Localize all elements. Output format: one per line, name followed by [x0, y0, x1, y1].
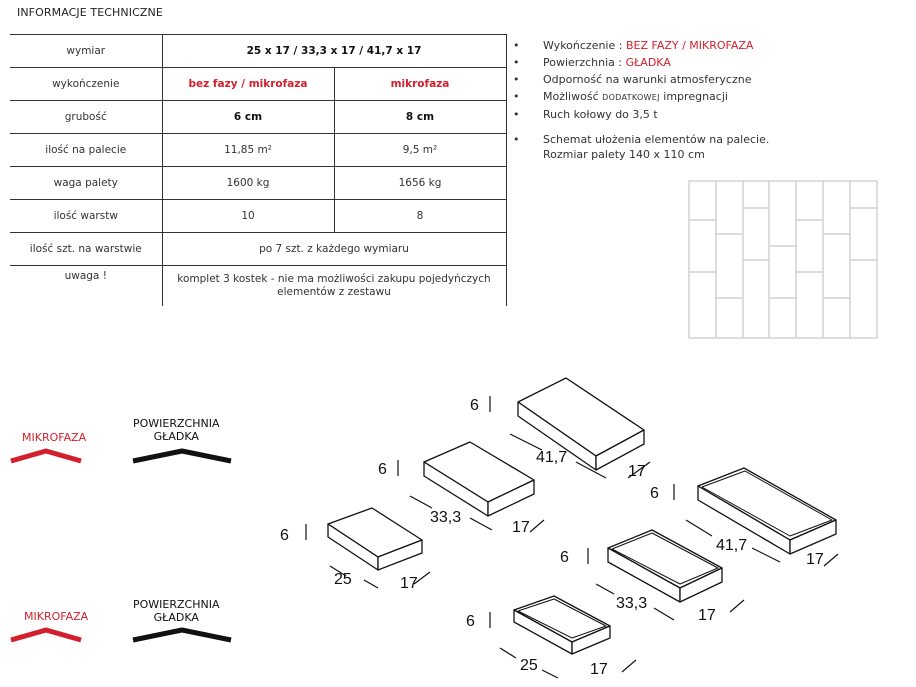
- pallet-scheme: [688, 180, 880, 340]
- dim-height: 6: [378, 461, 387, 478]
- smooth-profile-icon-2: [131, 625, 233, 645]
- impregnation-small: DODATKOWEJ: [602, 93, 660, 102]
- row-value: komplet 3 kostek - nie ma możliwości zakupu pojedyńczych elementów z zestawu: [162, 266, 506, 307]
- row-value-col1: 1600 kg: [162, 167, 334, 200]
- list-item: [513, 132, 769, 147]
- dim-height: 6: [650, 485, 659, 502]
- bullet-icon: •: [513, 90, 520, 103]
- table-row: [10, 35, 506, 68]
- surface-value: GŁADKA: [625, 56, 671, 69]
- row-value-col1: 6 cm: [162, 101, 334, 134]
- finish-label: Wykończenie :: [543, 39, 623, 52]
- block-mid-smooth: [424, 442, 534, 516]
- dim-length-small: 25: [334, 571, 352, 588]
- row-value-col2: 1656 kg: [334, 167, 506, 200]
- list-item: [513, 147, 769, 162]
- row-label: ilość warstw: [10, 200, 162, 233]
- row-label: waga palety: [10, 167, 162, 200]
- row-value-col1: 11,85 m²: [162, 134, 334, 167]
- dim-width: 17: [628, 463, 646, 480]
- feature-list: [513, 37, 753, 123]
- dim-length-mid: 33,3: [616, 595, 648, 612]
- bullet-icon: •: [513, 56, 520, 69]
- dim-width: 17: [806, 551, 824, 568]
- dim-width: 17: [512, 519, 530, 536]
- block-drawings: [260, 370, 860, 687]
- table-row: [10, 200, 506, 233]
- bullet-icon: •: [513, 108, 520, 121]
- bullet-icon: •: [513, 73, 520, 86]
- table-row: [10, 167, 506, 200]
- row-label: ilość na palecie: [10, 134, 162, 167]
- impregnation-text-end: impregnacji: [663, 90, 728, 103]
- list-item: [513, 54, 753, 71]
- finish-value: BEZ FAZY / MIKROFAZA: [625, 39, 754, 52]
- smooth-surface-label-2: [133, 598, 220, 624]
- impregnation-text: Możliwość: [543, 90, 599, 103]
- row-value-col2: 9,5 m²: [334, 134, 506, 167]
- microbevel-profile-icon: [9, 446, 83, 466]
- smooth-surface-label: [133, 417, 220, 443]
- table-row: [10, 134, 506, 167]
- table-row: [10, 266, 506, 307]
- list-item: [513, 71, 753, 88]
- row-value-col2: 8: [334, 200, 506, 233]
- dim-width: 17: [400, 575, 418, 592]
- block-small-microbevel: [514, 596, 610, 654]
- row-label: grubość: [10, 101, 162, 134]
- row-value-col2: mikrofaza: [334, 68, 506, 101]
- surface-label: Powierzchnia :: [543, 56, 623, 69]
- row-value-col1: bez fazy / mikrofaza: [162, 68, 334, 101]
- smooth-surface-line1: POWIERZCHNIA: [133, 417, 220, 430]
- dim-height: 6: [466, 613, 475, 630]
- spec-table: [10, 34, 507, 306]
- table-row: [10, 233, 506, 266]
- row-value: 25 x 17 / 33,3 x 17 / 41,7 x 17: [162, 35, 506, 68]
- dim-width: 17: [698, 607, 716, 624]
- smooth-surface-line1: POWIERZCHNIA: [133, 598, 220, 611]
- row-label: ilość szt. na warstwie: [10, 233, 162, 266]
- dim-length-large: 41,7: [536, 449, 568, 466]
- dim-length-mid: 33,3: [430, 509, 462, 526]
- page-title: INFORMACJE TECHNICZNE: [17, 6, 163, 19]
- smooth-profile-icon: [131, 446, 233, 466]
- row-label: wymiar: [10, 35, 162, 68]
- traffic-text: Ruch kołowy do 3,5 t: [543, 108, 658, 121]
- scheme-note: [513, 132, 769, 162]
- dim-height: 6: [470, 397, 479, 414]
- smooth-surface-line2: GŁADKA: [153, 430, 199, 443]
- microbevel-profile-icon-2: [9, 625, 83, 645]
- dim-length-small: 25: [520, 657, 538, 674]
- list-item: [513, 106, 753, 123]
- dim-height: 6: [280, 527, 289, 544]
- bullet-icon: •: [513, 39, 520, 52]
- resistance-text: Odporność na warunki atmosferyczne: [543, 73, 752, 86]
- row-value-col1: 10: [162, 200, 334, 233]
- dim-height: 6: [560, 549, 569, 566]
- row-label: wykończenie: [10, 68, 162, 101]
- row-value-col2: 8 cm: [334, 101, 506, 134]
- row-value: po 7 szt. z każdego wymiaru: [162, 233, 506, 266]
- microbevel-label-2: MIKROFAZA: [24, 610, 89, 623]
- dim-length-large: 41,7: [716, 537, 748, 554]
- scheme-text-line2: Rozmiar palety 140 x 110 cm: [543, 148, 705, 161]
- block-small-smooth: [328, 508, 422, 570]
- smooth-surface-line2: GŁADKA: [153, 611, 199, 624]
- microbevel-label: MIKROFAZA: [22, 431, 87, 444]
- table-row: [10, 68, 506, 101]
- list-item: [513, 37, 753, 54]
- scheme-text-line1: Schemat ułożenia elementów na palecie.: [543, 133, 770, 146]
- list-item: [513, 88, 753, 106]
- block-mid-microbevel: [608, 530, 722, 602]
- row-label: uwaga !: [10, 266, 162, 307]
- dim-width: 17: [590, 661, 608, 678]
- table-row: [10, 101, 506, 134]
- bullet-icon: •: [513, 133, 520, 146]
